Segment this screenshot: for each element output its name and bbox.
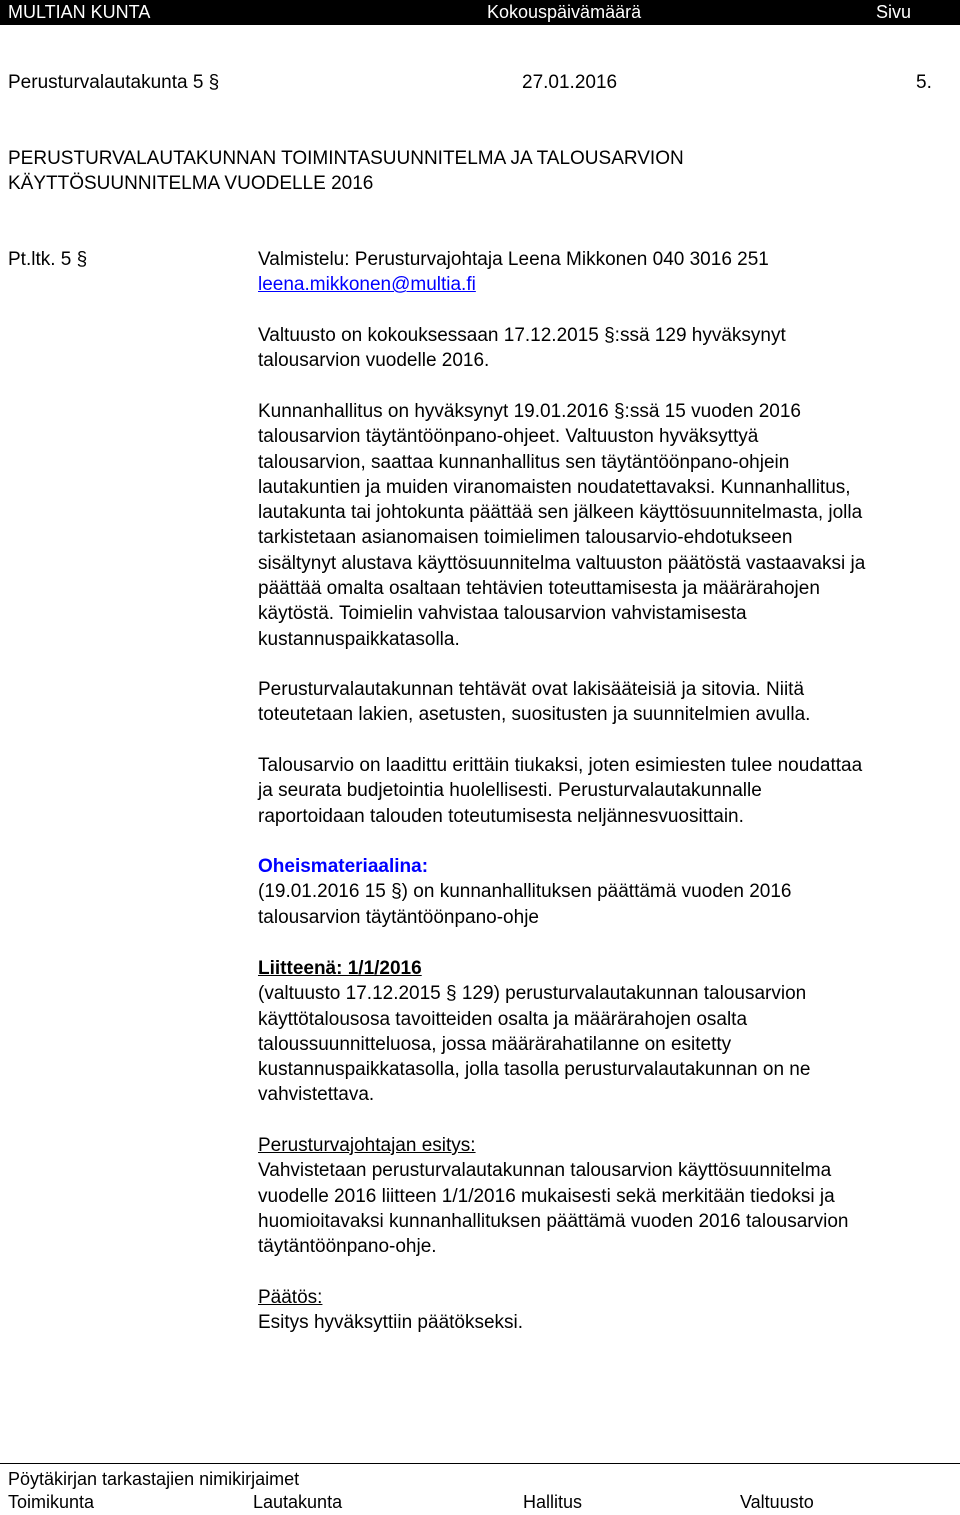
paragraph-line: päättää omalta osaltaan tehtävien toteuttamisesta ja määrärahojen — [258, 578, 820, 600]
paragraph-statutory-tasks — [258, 677, 960, 728]
paragraph-line: vuodelle 2016 liitteen 1/1/2016 mukaisesti sekä merkitään tiedoksi ja — [258, 1185, 835, 1207]
paragraph-line: talousarvion, saattaa kunnanhallitus sen täytäntöönpano-ohjein — [258, 451, 790, 473]
decision-heading: Päätös: — [258, 1287, 323, 1308]
paragraph-line: Valtuusto on kokouksessaan 17.12.2015 §:ssä 129 hyväksynyt — [258, 325, 786, 346]
title-line-1: PERUSTURVALAUTAKUNNAN TOIMINTASUUNNITELMA JA TALOUSARVION — [8, 148, 684, 169]
page-number: 5. — [916, 72, 932, 93]
paragraph-line: raportoidaan talouden toteutumisesta neljännesvuosittain. — [258, 805, 744, 827]
preparation-block — [258, 247, 960, 298]
footer-col-council: Valtuusto — [740, 1492, 814, 1512]
proposal-block — [258, 1133, 960, 1259]
signature-initials-label: Pöytäkirjan tarkastajien nimikirjaimet — [8, 1469, 300, 1489]
paragraph-line: toteutetaan lakien, asetusten, suositusten ja suunnitelmien avulla. — [258, 704, 811, 726]
paragraph-line: kustannuspaikkatasolla. — [258, 628, 460, 650]
paragraph-line: ja seurata budjetointia huolellisesti. Perusturvalautakunnalle — [258, 780, 762, 802]
preparer-email-link[interactable]: leena.mikkonen@multia.fi — [258, 274, 476, 296]
paragraph-line: sisältynyt alustava käyttösuunnitelma valtuuston päätöstä vastaavaksi ja — [258, 552, 866, 574]
footer-col-board: Lautakunta — [253, 1492, 343, 1512]
municipality-name: MULTIAN KUNTA — [8, 2, 151, 22]
supplementary-heading: Oheismateriaalina: — [258, 856, 429, 877]
document-header — [0, 0, 960, 25]
paragraph-line: talousarvion täytäntöönpano-ohje — [258, 906, 539, 928]
paragraph-line: tarkistetaan asianomaisen toimielimen talousarvio-ehdotukseen — [258, 527, 793, 549]
paragraph-council-approval — [258, 323, 960, 374]
appendix-heading: Liitteenä: 1/1/2016 — [258, 958, 422, 979]
footer-col-committee: Toimikunta — [8, 1492, 95, 1512]
paragraph-line: käyttötalousosa tavoitteiden osalta ja määrärahojen osalta — [258, 1008, 748, 1030]
paragraph-line: taloussuunnitteluosa, jossa määrärahatilanne on esitetty — [258, 1033, 732, 1055]
section-reference: Pt.ltk. 5 § — [8, 249, 88, 270]
paragraph-board-instructions — [258, 399, 960, 652]
proposal-heading: Perusturvajohtajan esitys: — [258, 1135, 476, 1156]
paragraph-line: (valtuusto 17.12.2015 § 129) perusturvalautakunnan talousarvion — [258, 983, 807, 1005]
paragraph-line: talousarvion vuodelle 2016. — [258, 350, 490, 372]
paragraph-line: kustannuspaikkatasolla, jolla tasolla perusturvalautakunnan on ne — [258, 1059, 811, 1081]
paragraph-line: täytäntöönpano-ohje. — [258, 1236, 437, 1258]
paragraph-line: vahvistettava. — [258, 1084, 375, 1106]
decision-block — [258, 1285, 960, 1336]
title-line-2: KÄYTTÖSUUNNITELMA VUODELLE 2016 — [8, 173, 374, 195]
supplementary-material — [258, 854, 960, 930]
appendix-block — [258, 956, 960, 1108]
paragraph-line: Vahvistetaan perusturvalautakunnan talousarvion käyttösuunnitelma — [258, 1160, 832, 1182]
paragraph-line: huomioitavaksi kunnanhallituksen päättämä vuoden 2016 talousarvion — [258, 1210, 849, 1232]
document-title — [8, 146, 684, 197]
preparer-line: Valmistelu: Perusturvajohtaja Leena Mikkonen 040 3016 251 — [258, 249, 769, 270]
paragraph-line: lautakuntien ja muiden viranomaisten noudatettavaksi. Kunnanhallitus, — [258, 476, 851, 498]
decision-text: Esitys hyväksyttiin päätökseksi. — [258, 1312, 524, 1334]
paragraph-line: Perusturvalautakunnan tehtävät ovat lakisääteisiä ja sitovia. Niitä — [258, 679, 805, 700]
footer-divider — [0, 1463, 960, 1464]
page-label: Sivu — [876, 2, 912, 22]
paragraph-line: lautakunta tai johtokunta päättää sen jälkeen käyttösuunnitelmasta, jolla — [258, 502, 863, 524]
paragraph-line: käytöstä. Toimielin vahvistaa talousarvion vahvistamisesta — [258, 603, 747, 625]
meeting-date-label: Kokouspäivämäärä — [487, 2, 642, 22]
paragraph-budget-monitoring — [258, 753, 960, 829]
meeting-date: 27.01.2016 — [522, 72, 618, 93]
paragraph-line: (19.01.2016 15 §) on kunnanhallituksen päättämä vuoden 2016 — [258, 881, 792, 903]
paragraph-line: Kunnanhallitus on hyväksynyt 19.01.2016 §:ssä 15 vuoden 2016 — [258, 401, 801, 422]
paragraph-line: talousarvion täytäntöönpano-ohjeet. Valtuuston hyväksyttyä — [258, 426, 759, 448]
meeting-body: Perusturvalautakunta 5 § — [8, 72, 220, 93]
footer-col-executive: Hallitus — [523, 1492, 583, 1512]
paragraph-line: Talousarvio on laadittu erittäin tiukaksi, joten esimiesten tulee noudattaa — [258, 755, 863, 776]
